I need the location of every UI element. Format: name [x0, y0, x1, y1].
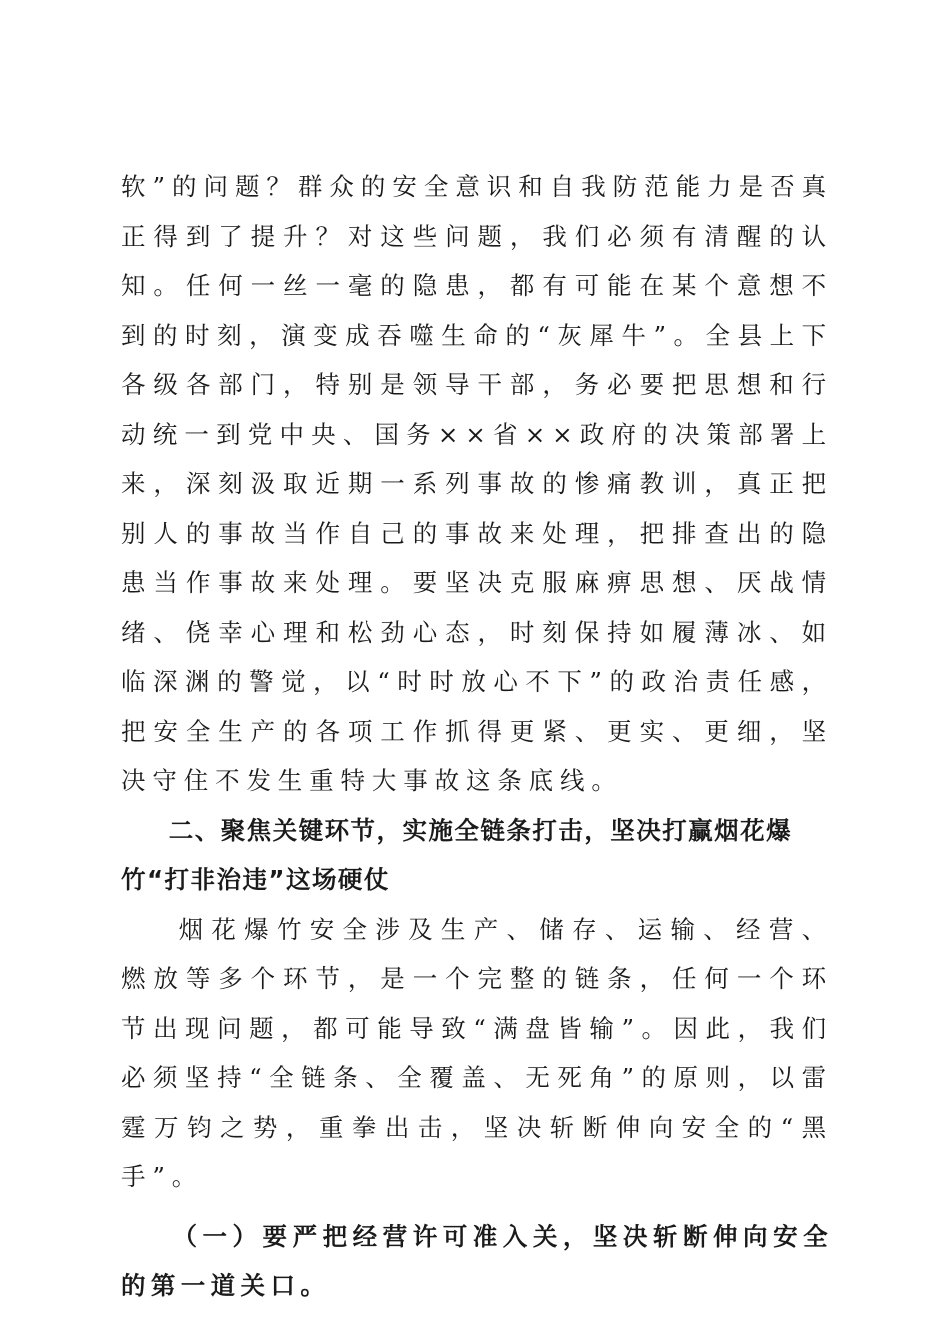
body-paragraph: 软”的问题？群众的安全意识和自我防范能力是否真正得到了提升？对这些问题，我们必须有清醒的认知。任何一丝一毫的隐患，都有可能在某个意想不到的时刻，演变成吞噬生命的“灰犀牛”。全县上下各级各部门，特别是领导干部，务必要把思想和行动统一到党中央、国务××省××政府的决策部署上来，深刻汲取近期一系列事故的惨痛教训，真正把别人的事故当作自己的事故来处理，把排查出的隐患当作事故来处理。要坚决克服麻痹思想、厌战情绪、侥幸心理和松劲心态，时刻保持如履薄冰、如临深渊的警觉，以“时时放心不下”的政治责任感，把安全生产的各项工作抓得更紧、更实、更细，坚决守住不发生重特大事故这条底线。	[121, 172, 833, 795]
body-paragraph: 烟花爆竹安全涉及生产、储存、运输、经营、燃放等多个环节，是一个完整的链条，任何一个环节出现问题，都可能导致“满盘皆输”。因此，我们必须坚持“全链条、全覆盖、无死角”的原则，以雷霆万钧之势，重拳出击，坚决斩断伸向安全的“黑手”。	[121, 914, 833, 1191]
section-heading: 二、聚焦关键环节，实施全链条打击，坚决打赢烟花爆竹“打非治违”这场硬仗	[121, 815, 793, 894]
subsection-heading: （一）要严把经营许可准入关，坚决斩断伸向安全的第一道关口。	[121, 1221, 833, 1300]
document-body	[121, 162, 833, 1311]
